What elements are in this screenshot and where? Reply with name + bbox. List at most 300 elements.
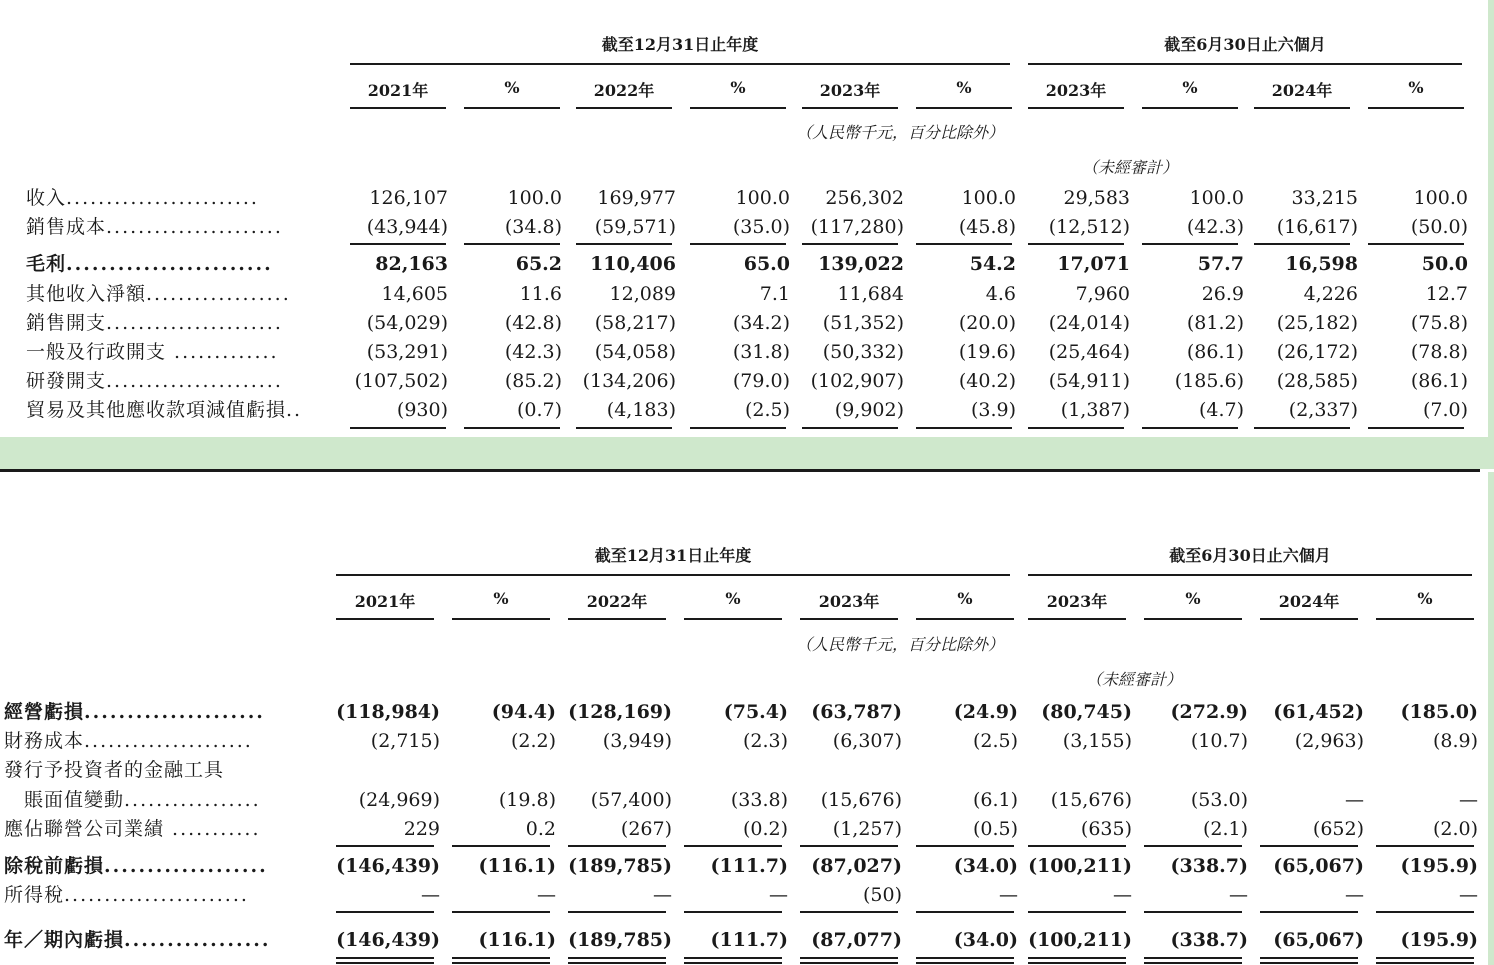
row-label [4, 852, 320, 881]
table-cell: (2.5) [744, 399, 790, 422]
row-label-leader-dots: ...................... [106, 370, 283, 393]
subtotal-rule [1028, 243, 1124, 245]
subtotal-rule [1260, 957, 1358, 959]
table-cell: (189,785) [568, 929, 672, 952]
subtotal-rule [916, 243, 1012, 245]
row-label-text: 發行予投資者的金融工具 [4, 759, 225, 782]
table-cell: (45.8) [958, 216, 1016, 239]
subtotal-rule [916, 957, 1014, 959]
column-header-rule [1144, 618, 1242, 620]
total-double-rule [336, 962, 434, 964]
subtotal-rule [568, 845, 666, 847]
row-label-leader-dots: ................... [104, 855, 268, 877]
total-double-rule [800, 962, 898, 964]
subtotal-rule [1028, 427, 1124, 429]
table-cell: 0.2 [525, 817, 556, 840]
table-cell: (54,058) [594, 341, 676, 363]
group-header-year: 截至12月31日止年度 [601, 35, 759, 54]
row-label-text: 銷售成本 [26, 216, 107, 239]
table-cell: (0.7) [516, 399, 562, 422]
table-row [0, 756, 1494, 785]
subtotal-rule [1254, 427, 1350, 429]
table-cell: (50,332) [822, 341, 904, 363]
table-row [0, 727, 1494, 756]
subtotal-rule [1368, 427, 1464, 429]
table-cell: (3,155) [1062, 730, 1132, 753]
row-label-text: 毛利 [26, 253, 67, 276]
group-rule-half-year [1028, 63, 1462, 65]
table-cell: 169,977 [597, 187, 676, 209]
row-label-leader-dots: ............. [166, 341, 279, 363]
table-cell: 12.7 [1425, 282, 1468, 305]
table-cell: (100,211) [1028, 855, 1132, 877]
unit-note: （人民幣千元，百分比除外） [795, 635, 1004, 654]
table-cell: (100,211) [1028, 929, 1132, 952]
column-header: % [493, 589, 509, 608]
row-label-text: 其他收入淨額 [26, 282, 147, 305]
table-cell: — [1459, 788, 1478, 811]
table-cell: 229 [403, 817, 440, 840]
subtotal-rule [690, 427, 786, 429]
table-cell: (87,027) [811, 855, 902, 877]
table-cell: (15,676) [1050, 788, 1132, 811]
row-label-leader-dots: ........... [164, 817, 261, 840]
column-header-rule [452, 618, 550, 620]
subtotal-rule [1028, 911, 1126, 913]
table-cell: 100.0 [507, 187, 562, 209]
table-cell: (2,715) [370, 730, 440, 753]
column-header: 2023年 [819, 81, 881, 100]
row-label [26, 367, 344, 396]
row-label-leader-dots: ..................... [84, 730, 253, 753]
column-header-rule [690, 107, 786, 109]
table-cell: (75.4) [723, 701, 788, 723]
table-cell: (81.2) [1186, 311, 1244, 334]
row-label [26, 309, 344, 338]
row-label [26, 280, 344, 309]
table-row [0, 213, 1494, 242]
table-cell: (86.1) [1410, 370, 1468, 393]
table-cell: (118,984) [336, 701, 440, 723]
table-cell: (111.7) [710, 855, 788, 877]
column-header: % [1185, 589, 1201, 608]
table-row [0, 881, 1494, 910]
table-cell: 100.0 [961, 187, 1016, 209]
row-label-leader-dots: .. [286, 399, 303, 422]
table-cell: 82,163 [375, 253, 448, 276]
subtotal-rule [800, 911, 898, 913]
column-header: % [957, 589, 973, 608]
table-cell: (15,676) [820, 788, 902, 811]
table-cell: (652) [1312, 817, 1364, 840]
income-statement-bottom [0, 472, 1494, 965]
table-row [0, 338, 1494, 367]
total-double-rule [1376, 962, 1474, 964]
table-cell: — [1113, 884, 1132, 907]
subtotal-rule [802, 243, 898, 245]
column-header-rule [1368, 107, 1464, 109]
column-header-rule [802, 107, 898, 109]
table-cell: 14,605 [381, 282, 448, 305]
row-label [4, 786, 320, 815]
table-row [0, 786, 1494, 815]
table-cell: (34.8) [504, 216, 562, 239]
table-cell: (185.6) [1174, 370, 1244, 393]
table-cell: (78.8) [1410, 341, 1468, 363]
row-label-leader-dots: ................. [124, 788, 261, 811]
column-header: % [725, 589, 741, 608]
subtotal-rule [1028, 845, 1126, 847]
table-cell: 26.9 [1201, 282, 1244, 305]
table-cell: (2,337) [1288, 399, 1358, 422]
table-cell: (25,464) [1048, 341, 1130, 363]
table-cell: (19.6) [958, 341, 1016, 363]
subtotal-rule [350, 243, 446, 245]
column-header-rule [336, 618, 434, 620]
column-header: 2021年 [354, 592, 416, 611]
table-cell: (134,206) [582, 370, 676, 393]
table-cell: (10.7) [1190, 730, 1248, 753]
column-header: 2023年 [818, 592, 880, 611]
row-label-text: 研發開支 [26, 370, 107, 393]
subtotal-rule [576, 243, 672, 245]
row-label-text: 收入 [26, 187, 67, 209]
table-cell: (3,949) [602, 730, 672, 753]
column-header: 2024年 [1271, 81, 1333, 100]
table-cell: (33.8) [730, 788, 788, 811]
column-header: 2024年 [1278, 592, 1340, 611]
table-cell: (107,502) [354, 370, 448, 393]
column-header: 2022年 [593, 81, 655, 100]
table-cell: (6,307) [832, 730, 902, 753]
table-cell: (0.2) [742, 817, 788, 840]
table-cell: — [769, 884, 788, 907]
subtotal-rule [350, 427, 446, 429]
table-cell: 11,684 [837, 282, 904, 305]
subtotal-rule [800, 957, 898, 959]
total-double-rule [1144, 962, 1242, 964]
column-header-rule [350, 107, 446, 109]
table-cell: 126,107 [369, 187, 448, 209]
table-cell: (63,787) [811, 701, 902, 723]
row-label-text: 除稅前虧損 [4, 855, 105, 877]
column-header: % [504, 78, 520, 97]
column-header-rule [1260, 618, 1358, 620]
row-label-leader-dots: ...................... [106, 216, 283, 239]
subtotal-rule [1376, 957, 1474, 959]
table-cell: (59,571) [594, 216, 676, 239]
row-label [4, 756, 320, 785]
table-cell: (146,439) [336, 855, 440, 877]
column-header: % [730, 78, 746, 97]
total-double-rule [1260, 962, 1358, 964]
row-label-text: 經營虧損 [4, 701, 85, 723]
subtotal-rule [1260, 845, 1358, 847]
table-cell: (111.7) [710, 929, 788, 952]
row-label-text: 應佔聯營公司業績 [4, 817, 165, 840]
table-cell: (4.7) [1198, 399, 1244, 422]
unaudited-note: （未經審計） [1085, 670, 1182, 689]
subtotal-rule [452, 845, 550, 847]
table-cell: 4.6 [985, 282, 1016, 305]
table-cell: (185.0) [1400, 701, 1478, 723]
table-cell: (338.7) [1170, 855, 1248, 877]
subtotal-rule [916, 427, 1012, 429]
row-label [26, 250, 344, 279]
table-cell: (24,014) [1048, 311, 1130, 334]
subtotal-rule [800, 845, 898, 847]
row-label-text: 賬面值變動 [4, 788, 125, 811]
subtotal-rule [684, 845, 782, 847]
income-statement-top [0, 0, 1494, 437]
column-header: % [1408, 78, 1424, 97]
table-cell: (53.0) [1190, 788, 1248, 811]
table-cell: (6.1) [972, 788, 1018, 811]
subtotal-rule [452, 911, 550, 913]
table-cell: 100.0 [1413, 187, 1468, 209]
column-header: 2022年 [586, 592, 648, 611]
table-cell: — [653, 884, 672, 907]
table-cell: 100.0 [735, 187, 790, 209]
table-cell: (117,280) [810, 216, 904, 239]
row-label-leader-dots: ................. [124, 929, 271, 952]
table-cell: (50.0) [1410, 216, 1468, 239]
table-cell: (24.9) [953, 701, 1018, 723]
table-cell: (43,944) [366, 216, 448, 239]
table-cell: (58,217) [594, 311, 676, 334]
row-label [26, 338, 344, 367]
table-cell: (4,183) [606, 399, 676, 422]
total-double-rule [684, 962, 782, 964]
table-cell: (146,439) [336, 929, 440, 952]
subtotal-rule [464, 427, 560, 429]
table-cell: (195.9) [1400, 929, 1478, 952]
column-header-rule [464, 107, 560, 109]
table-cell: (42.8) [504, 311, 562, 334]
table-cell: (635) [1080, 817, 1132, 840]
column-header-rule [916, 618, 1014, 620]
table-cell: 7,960 [1075, 282, 1130, 305]
group-header-half-year: 截至6月30日止六個月 [1169, 546, 1331, 565]
column-header: 2023年 [1046, 592, 1108, 611]
table-cell: 54.2 [969, 253, 1016, 276]
table-cell: (9,902) [834, 399, 904, 422]
unaudited-note: （未經審計） [1081, 158, 1178, 177]
table-cell: — [1229, 884, 1248, 907]
table-cell: 11.6 [519, 282, 562, 305]
table-cell: (1,387) [1060, 399, 1130, 422]
row-label [4, 815, 320, 844]
table-cell: (34.0) [953, 929, 1018, 952]
table-cell: (930) [396, 399, 448, 422]
subtotal-rule [684, 957, 782, 959]
table-cell: — [537, 884, 556, 907]
row-label-text: 所得稅 [4, 884, 65, 907]
group-rule-year [336, 574, 1010, 576]
table-cell: 33,215 [1291, 187, 1358, 209]
table-cell: (87,077) [811, 929, 902, 952]
table-cell: (86.1) [1186, 341, 1244, 363]
column-header-rule [1254, 107, 1350, 109]
row-label-leader-dots: ..................... [84, 701, 265, 723]
column-header-rule [1028, 618, 1126, 620]
row-label-leader-dots: ........................ [66, 253, 273, 276]
table-cell: (7.0) [1422, 399, 1468, 422]
table-cell: 16,598 [1285, 253, 1358, 276]
page-separator [0, 437, 1494, 469]
row-label-leader-dots: ....................... [64, 884, 249, 907]
total-double-rule [568, 962, 666, 964]
column-header-rule [1028, 107, 1124, 109]
table-cell: (42.3) [1186, 216, 1244, 239]
table-cell: 7.1 [759, 282, 790, 305]
table-cell: 17,071 [1057, 253, 1130, 276]
table-cell: (195.9) [1400, 855, 1478, 877]
table-cell: (35.0) [732, 216, 790, 239]
table-cell: — [1459, 884, 1478, 907]
row-label [4, 881, 320, 910]
table-cell: (31.8) [732, 341, 790, 363]
table-cell: (28,585) [1276, 370, 1358, 393]
table-cell: (8.9) [1432, 730, 1478, 753]
table-cell: (338.7) [1170, 929, 1248, 952]
column-header: % [956, 78, 972, 97]
row-label [4, 926, 320, 955]
table-cell: 50.0 [1421, 253, 1468, 276]
table-cell: (51,352) [822, 311, 904, 334]
table-cell: 29,583 [1063, 187, 1130, 209]
table-cell: (2.3) [742, 730, 788, 753]
column-header: 2021年 [367, 81, 429, 100]
table-cell: — [1345, 788, 1364, 811]
table-cell: (12,512) [1048, 216, 1130, 239]
group-header-year: 截至12月31日止年度 [594, 546, 752, 565]
subtotal-rule [1142, 243, 1238, 245]
group-rule-year [350, 63, 1010, 65]
table-cell: (2.2) [510, 730, 556, 753]
subtotal-rule [1376, 845, 1474, 847]
row-label-leader-dots: ........................ [66, 187, 259, 209]
table-cell: (85.2) [504, 370, 562, 393]
subtotal-rule [1368, 243, 1464, 245]
row-label [26, 396, 344, 425]
row-label-text: 一般及行政開支 [26, 341, 167, 363]
table-cell: (116.1) [478, 929, 556, 952]
row-label-leader-dots: .................. [146, 282, 291, 305]
table-row [0, 698, 1494, 727]
column-header-rule [1142, 107, 1238, 109]
table-cell: 4,226 [1303, 282, 1358, 305]
unit-note: （人民幣千元，百分比除外） [795, 123, 1004, 142]
total-double-rule [916, 962, 1014, 964]
table-cell: (116.1) [478, 855, 556, 877]
column-header: % [1417, 589, 1433, 608]
table-row [0, 926, 1494, 955]
table-cell: 65.0 [743, 253, 790, 276]
subtotal-rule [916, 911, 1014, 913]
table-cell: (34.0) [953, 855, 1018, 877]
row-label-leader-dots: ...................... [106, 311, 283, 334]
subtotal-rule [802, 427, 898, 429]
table-cell: — [1345, 884, 1364, 907]
table-cell: — [999, 884, 1018, 907]
table-row [0, 250, 1494, 279]
subtotal-rule [684, 911, 782, 913]
table-row [0, 367, 1494, 396]
row-label-text: 財務成本 [4, 730, 85, 753]
subtotal-rule [1144, 845, 1242, 847]
table-cell: (3.9) [970, 399, 1016, 422]
table-cell: 65.2 [515, 253, 562, 276]
subtotal-rule [576, 427, 672, 429]
table-cell: (2.0) [1432, 817, 1478, 840]
row-label-text: 銷售開支 [26, 311, 107, 334]
table-cell: (102,907) [810, 370, 904, 393]
row-label-text: 年／期內虧損 [4, 929, 125, 952]
table-cell: (16,617) [1276, 216, 1358, 239]
table-row [0, 280, 1494, 309]
table-row [0, 396, 1494, 425]
subtotal-rule [1142, 427, 1238, 429]
table-cell: (65,067) [1273, 929, 1364, 952]
row-label [26, 213, 344, 242]
row-label-text: 貿易及其他應收款項減值虧損 [26, 399, 287, 422]
table-cell: (42.3) [504, 341, 562, 363]
table-cell: (267) [620, 817, 672, 840]
subtotal-rule [1376, 911, 1474, 913]
subtotal-rule [1260, 911, 1358, 913]
table-cell: (2.1) [1202, 817, 1248, 840]
column-header-rule [916, 107, 1012, 109]
table-cell: (50) [862, 884, 902, 907]
table-cell: 12,089 [609, 282, 676, 305]
subtotal-rule [336, 957, 434, 959]
table-cell: (0.5) [972, 817, 1018, 840]
table-cell: 110,406 [590, 253, 676, 276]
table-cell: (34.2) [732, 311, 790, 334]
subtotal-rule [916, 845, 1014, 847]
table-cell: (80,745) [1041, 701, 1132, 723]
table-cell: (19.8) [498, 788, 556, 811]
subtotal-rule [690, 243, 786, 245]
table-row [0, 852, 1494, 881]
subtotal-rule [336, 911, 434, 913]
subtotal-rule [1144, 957, 1242, 959]
row-label [4, 727, 320, 756]
table-cell: (2,963) [1294, 730, 1364, 753]
total-double-rule [452, 962, 550, 964]
table-cell: (272.9) [1170, 701, 1248, 723]
table-row [0, 309, 1494, 338]
subtotal-rule [568, 911, 666, 913]
table-cell: (128,169) [568, 701, 672, 723]
column-header-rule [568, 618, 666, 620]
table-cell: (25,182) [1276, 311, 1358, 334]
subtotal-rule [464, 243, 560, 245]
table-cell: (2.5) [972, 730, 1018, 753]
row-label [26, 184, 344, 213]
table-cell: (54,911) [1048, 370, 1130, 393]
table-cell: (20.0) [958, 311, 1016, 334]
table-cell: (24,969) [358, 788, 440, 811]
row-label [4, 698, 320, 727]
group-rule-half-year [1028, 574, 1472, 576]
table-cell: (61,452) [1273, 701, 1364, 723]
table-cell: (26,172) [1276, 341, 1358, 363]
table-cell: (79.0) [732, 370, 790, 393]
table-cell: (40.2) [958, 370, 1016, 393]
column-header: 2023年 [1045, 81, 1107, 100]
